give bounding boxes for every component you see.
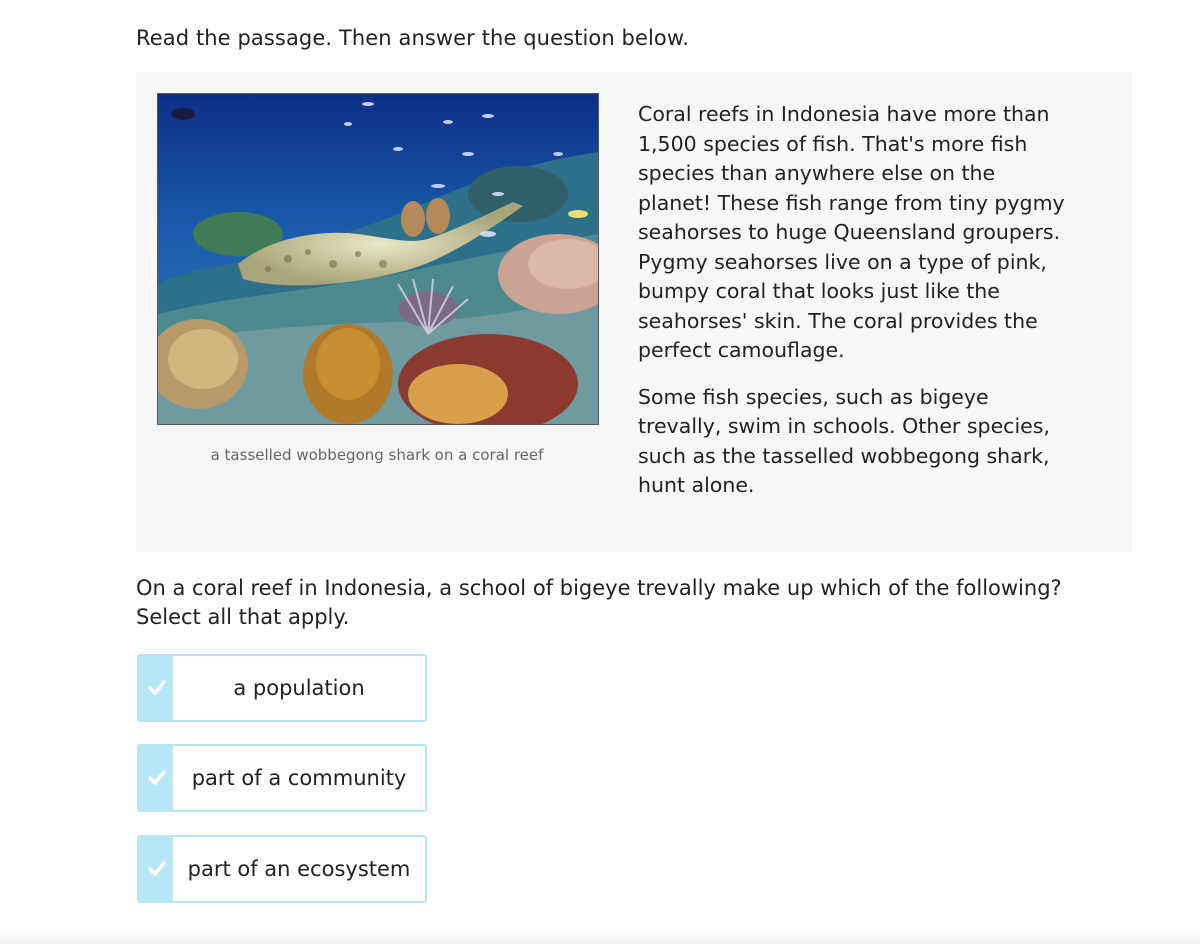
passage-text bbox=[638, 100, 1068, 518]
bottom-shade bbox=[0, 930, 1200, 944]
checkmark-icon bbox=[147, 859, 167, 879]
question-instruction: Select all that apply. bbox=[136, 605, 350, 629]
reef-photo bbox=[157, 93, 599, 425]
answer-option-community[interactable] bbox=[137, 744, 427, 812]
option-checkbox[interactable] bbox=[139, 656, 173, 720]
instruction-text: Read the passage. Then answer the question below. bbox=[136, 26, 689, 50]
passage-paragraph: Some fish species, such as bigeye trevally, swim in schools. Other species, such as the tasselled wobbegong shark, hunt alone. bbox=[638, 384, 1050, 497]
answer-option-ecosystem[interactable] bbox=[137, 835, 427, 903]
image-caption: a tasselled wobbegong shark on a coral reef bbox=[210, 446, 544, 464]
passage-panel bbox=[136, 72, 1132, 552]
option-checkbox[interactable] bbox=[139, 837, 173, 901]
passage-paragraph: Coral reefs in Indonesia have more than 1,500 species of fish. That's more fish species than anywhere else on the planet! These fish range from tiny pygmy seahorses to huge Queensland groupers. Pygmy seahorses live on a type of pink, bumpy coral that looks just like the seahorses' skin. The coral provides the perfect camouflage. bbox=[638, 102, 1065, 362]
option-label: part of an ecosystem bbox=[187, 857, 411, 881]
question bbox=[136, 574, 1116, 632]
option-label: part of a community bbox=[191, 766, 407, 790]
answer-option-population[interactable] bbox=[137, 654, 427, 722]
option-label: a population bbox=[233, 676, 365, 700]
checkmark-icon bbox=[147, 768, 167, 788]
question-text: On a coral reef in Indonesia, a school of bigeye trevally make up which of the following? bbox=[136, 576, 1062, 600]
option-checkbox[interactable] bbox=[139, 746, 173, 810]
checkmark-icon bbox=[147, 678, 167, 698]
